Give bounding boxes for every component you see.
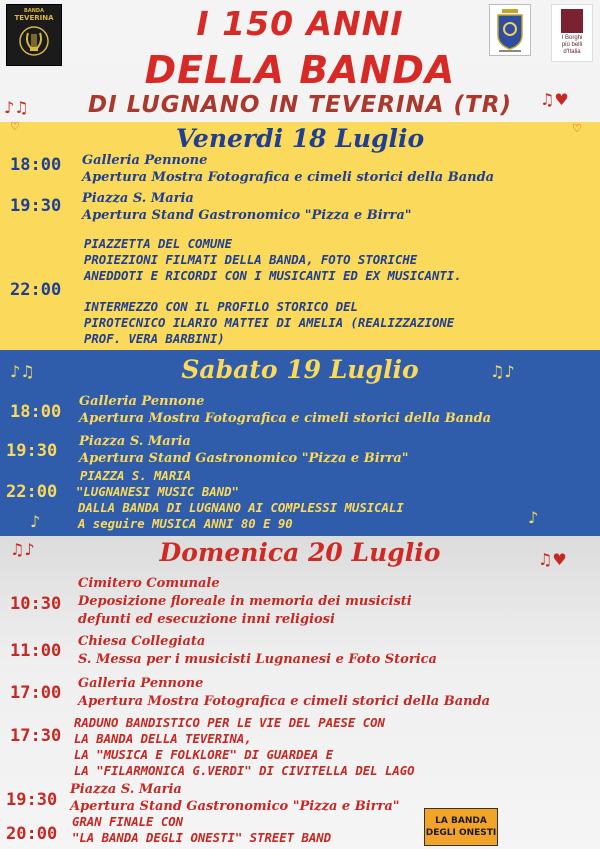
music-note-icon: ♪ <box>30 512 41 531</box>
borghi-line1: I Borghi <box>561 35 583 41</box>
event-time: 19:30 <box>6 441 58 461</box>
event-time: 17:00 <box>10 683 62 703</box>
borghi-line3: d'Italia <box>563 49 581 55</box>
title-line1: I 150 ANNI <box>196 4 404 43</box>
event-time: 18:00 <box>10 402 62 422</box>
event-time: 11:00 <box>10 641 62 661</box>
event-description: Apertura Stand Gastronomico "Pizza e Birra" <box>79 451 409 466</box>
event-venue: GRAN FINALE CON <box>72 815 184 829</box>
event-time: 20:00 <box>6 824 58 844</box>
event-description: "LA BANDA DEGLI ONESTI" STREET BAND <box>72 831 332 845</box>
event-description: PIROTECNICO ILARIO MATTEI DI AMELIA (REALIZZAZIONE <box>84 316 455 330</box>
event-venue: Chiesa Collegiata <box>78 634 206 649</box>
event-time: 10:30 <box>10 594 62 614</box>
music-note-icon: ♫♥ <box>540 90 569 109</box>
event-description: PROF. VERA BARBINI) <box>84 332 225 346</box>
event-description: Apertura Stand Gastronomico "Pizza e Birra" <box>82 208 412 223</box>
event-venue: Galleria Pennone <box>82 153 208 168</box>
music-note-icon: ♫♪ <box>490 362 515 381</box>
event-venue: Cimitero Comunale <box>78 576 220 591</box>
music-note-icon: ♫♥ <box>538 550 567 569</box>
day-title-sunday: Domenica 20 Luglio <box>159 538 441 567</box>
event-description: INTERMEZZO CON IL PROFILO STORICO DEL <box>84 300 358 314</box>
event-description: Apertura Mostra Fotografica e cimeli storici della Banda <box>82 170 495 185</box>
event-time: 19:30 <box>6 790 58 810</box>
title-line2: DELLA BANDA <box>144 48 456 92</box>
event-time: 17:30 <box>10 726 62 746</box>
event-venue: Galleria Pennone <box>79 394 205 409</box>
event-venue: Piazza S. Maria <box>82 191 194 206</box>
event-description: PROIEZIONI FILMATI DELLA BANDA, FOTO STORICHE <box>84 253 418 267</box>
event-description: LA "FILARMONICA G.VERDI" DI CIVITELLA DEL LAGO <box>74 764 415 778</box>
event-description: Apertura Mostra Fotografica e cimeli storici della Banda <box>79 411 492 426</box>
event-time: 22:00 <box>6 482 58 502</box>
event-description: Deposizione floreale in memoria dei musicisti <box>78 594 412 609</box>
music-note-icon: ♫♪ <box>10 540 35 559</box>
event-venue: PIAZZETTA DEL COMUNE <box>84 237 233 251</box>
event-venue: Galleria Pennone <box>78 676 204 691</box>
event-time: 18:00 <box>10 155 62 175</box>
music-note-icon: ♪ <box>528 508 539 527</box>
banda-degli-onesti-logo <box>424 808 498 846</box>
event-venue: Piazza S. Maria <box>79 434 191 449</box>
event-time: 19:30 <box>10 196 62 216</box>
day-title-friday: Venerdi 18 Luglio <box>175 124 425 153</box>
event-description: RADUNO BANDISTICO PER LE VIE DEL PAESE CON <box>74 716 385 730</box>
borghi-line2: più belli <box>561 42 583 48</box>
day-title-saturday: Sabato 19 Luglio <box>181 355 419 384</box>
heart-icon: ♡ <box>10 120 20 133</box>
event-description: A seguire MUSICA ANNI 80 E 90 <box>78 517 293 531</box>
event-description: Apertura Stand Gastronomico "Pizza e Birra" <box>70 799 400 814</box>
event-venue: PIAZZA S. MARIA <box>80 469 192 483</box>
event-venue: Piazza S. Maria <box>70 782 182 797</box>
music-note-icon: ♪♫ <box>4 98 29 117</box>
event-description: "LUGNANESI MUSIC BAND" <box>76 485 239 499</box>
event-description: Apertura Mostra Fotografica e cimeli storici della Banda <box>78 694 491 709</box>
band-logo-label: BANDA <box>24 8 44 14</box>
onesti-line2: DEGLI ONESTI <box>425 828 497 838</box>
event-time: 22:00 <box>10 280 62 300</box>
event-description: defunti ed esecuzione inni religiosi <box>78 612 335 627</box>
event-description: DALLA BANDA DI LUGNANO AI COMPLESSI MUSICALI <box>78 501 404 515</box>
event-description: S. Messa per i musicisti Lugnanesi e Foto Storica <box>78 652 437 667</box>
event-description: ANEDDOTI E RICORDI CON I MUSICANTI ED EX MUSICANTI. <box>84 269 462 283</box>
event-description: LA BANDA DELLA TEVERINA, <box>74 732 252 746</box>
onesti-line1: LA BANDA <box>435 816 487 826</box>
title-line3: DI LUGNANO IN TEVERINA (TR) <box>88 92 512 118</box>
music-note-icon: ♪♫ <box>10 362 35 381</box>
event-description: LA "MUSICA E FOLKLORE" DI GUARDEA E <box>74 748 334 762</box>
band-logo-name: TEVERINA <box>14 14 54 22</box>
heart-icon: ♡ <box>572 122 582 135</box>
